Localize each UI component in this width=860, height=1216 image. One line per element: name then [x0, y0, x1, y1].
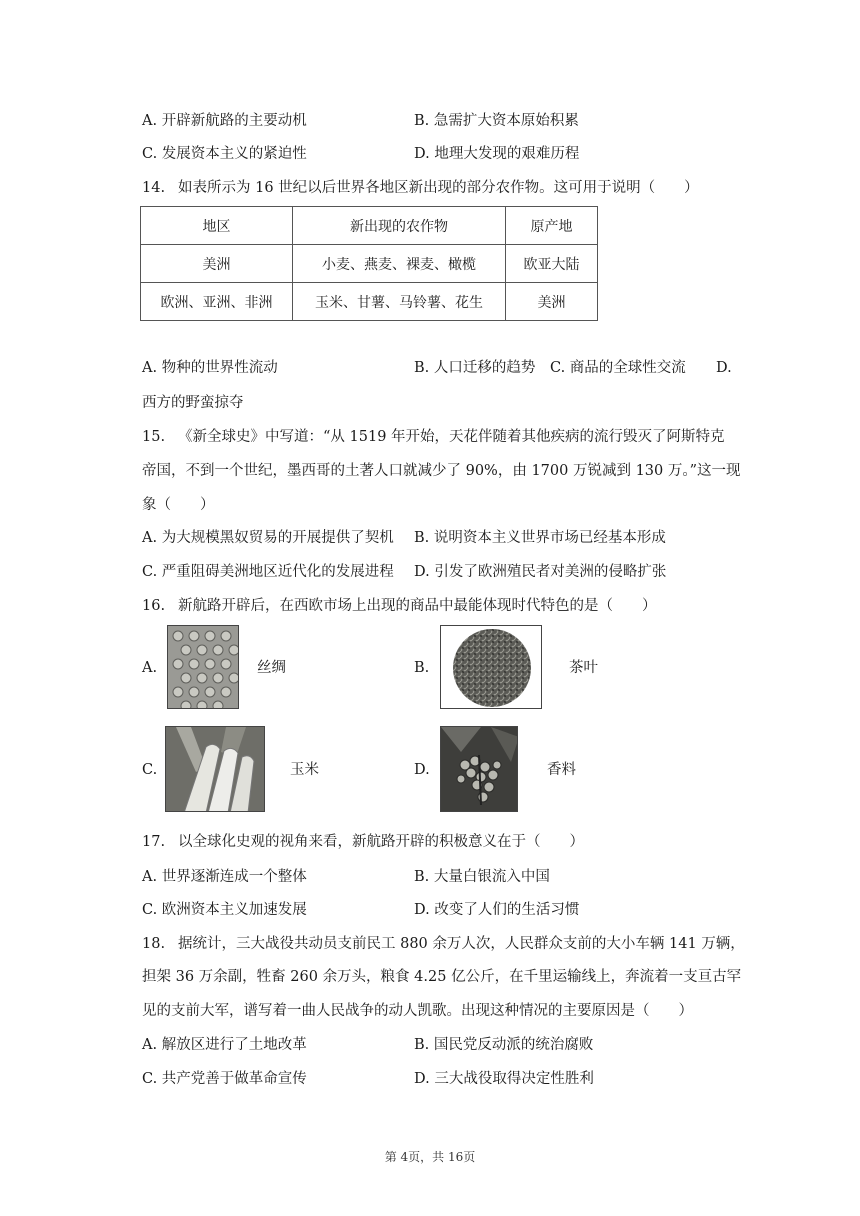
q18-number: 18.	[142, 936, 166, 952]
q16-option-d-label: 香料	[547, 762, 576, 778]
q17-stem	[142, 831, 584, 853]
q14-stem-text: 如表所示为 16 世纪以后世界各地区新出现的部分农作物。这可用于说明（ ）	[178, 180, 699, 196]
q18-option-b: B. 国民党反动派的统治腐败	[414, 1037, 594, 1053]
table-header-crops: 新出现的农作物	[293, 207, 506, 245]
q14-number: 14.	[142, 180, 166, 196]
q15-stem-line3: 象（ ）	[142, 497, 215, 513]
q14-option-d-text: 西方的野蛮掠夺	[142, 395, 244, 411]
table-cell: 欧洲、亚洲、非洲	[141, 283, 293, 321]
q14-option-c: C. 商品的全球性交流	[550, 360, 686, 376]
q15-option-b: B. 说明资本主义世界市场已经基本形成	[414, 530, 666, 546]
q13-option-c: C. 发展资本主义的紧迫性	[142, 146, 307, 162]
page-footer: 第 4页，共 16页	[384, 1150, 476, 1164]
q17-option-d: D. 改变了人们的生活习惯	[414, 902, 580, 918]
q17-stem-text: 以全球化史观的视角来看，新航路开辟的积极意义在于（ ）	[178, 834, 584, 850]
q16-stem-text: 新航路开辟后，在西欧市场上出现的商品中最能体现时代特色的是（ ）	[178, 598, 657, 614]
table-cell: 小麦、燕麦、裸麦、橄榄	[293, 245, 506, 283]
table-cell: 美洲	[506, 283, 598, 321]
q15-option-d: D. 引发了欧洲殖民者对美洲的侵略扩张	[414, 564, 667, 580]
q18-option-c: C. 共产党善于做革命宣传	[142, 1071, 307, 1087]
silk-pattern-icon	[168, 626, 239, 709]
corn-cobs-icon	[166, 727, 265, 812]
q14-option-d-prefix: D.	[716, 360, 732, 376]
q14-table	[140, 206, 598, 321]
q14-option-b: B. 人口迁移的趋势	[414, 360, 536, 376]
q15-option-c: C. 严重阻碍美洲地区近代化的发展进程	[142, 564, 394, 580]
q18-option-d: D. 三大战役取得决定性胜利	[414, 1071, 594, 1087]
q16-option-c-letter: C.	[142, 762, 158, 778]
q15-stem-line1	[142, 426, 725, 448]
q18-stem-text: 据统计，三大战役共动员支前民工 880 余万人次，人民群众支前的大小车辆 141 万辆，	[178, 936, 745, 952]
q17-number: 17.	[142, 834, 166, 850]
table-row	[141, 283, 598, 321]
q15-number: 15.	[142, 429, 166, 445]
tea-image	[440, 625, 542, 709]
q17-option-a: A. 世界逐渐连成一个整体	[142, 869, 307, 885]
table-header-origin: 原产地	[506, 207, 598, 245]
q16-stem	[142, 595, 657, 617]
q13-option-d: D. 地理大发现的艰难历程	[414, 146, 580, 162]
q16-option-a-letter: A.	[142, 660, 158, 676]
corn-image	[165, 726, 265, 812]
spice-berries-icon	[441, 727, 518, 812]
q18-stem-line1	[142, 933, 745, 955]
q14-stem	[142, 177, 699, 199]
q15-option-a: A. 为大规模黑奴贸易的开展提供了契机	[142, 530, 394, 546]
q16-option-b-letter: B.	[414, 660, 430, 676]
spice-image	[440, 726, 518, 812]
table-header-region: 地区	[141, 207, 293, 245]
q16-option-b-label: 茶叶	[569, 660, 598, 676]
q13-option-a: A. 开辟新航路的主要动机	[142, 113, 307, 129]
table-cell: 欧亚大陆	[506, 245, 598, 283]
table-row	[141, 245, 598, 283]
tea-leaves-icon	[441, 626, 542, 709]
q15-stem-line2: 帝国，不到一个世纪，墨西哥的土著人口就减少了 90%，由 1700 万锐减到 130 万。”这一现	[142, 463, 741, 479]
table-header-row	[141, 207, 598, 245]
q17-option-b: B. 大量白银流入中国	[414, 869, 550, 885]
q16-number: 16.	[142, 598, 166, 614]
silk-image	[167, 625, 239, 709]
q13-option-b: B. 急需扩大资本原始积累	[414, 113, 579, 129]
q14-option-a: A. 物种的世界性流动	[142, 360, 278, 376]
q16-option-d-letter: D.	[414, 762, 430, 778]
q18-stem-line3: 见的支前大军，谱写着一曲人民战争的动人凯歌。出现这种情况的主要原因是（ ）	[142, 1003, 693, 1019]
q18-option-a: A. 解放区进行了土地改革	[142, 1037, 307, 1053]
q18-stem-line2: 担架 36 万余副，牲畜 260 余万头，粮食 4.25 亿公斤，在千里运输线上，奔流着一支亘古罕	[142, 969, 742, 985]
q17-option-c: C. 欧洲资本主义加速发展	[142, 902, 307, 918]
table-cell: 美洲	[141, 245, 293, 283]
q15-stem-text: 《新全球史》中写道：“从 1519 年开始，天花伴随着其他疾病的流行毁灭了阿斯特克	[178, 429, 725, 445]
table-cell: 玉米、甘薯、马铃薯、花生	[293, 283, 506, 321]
q16-option-c-label: 玉米	[290, 762, 319, 778]
q16-option-a-label: 丝绸	[257, 660, 286, 676]
